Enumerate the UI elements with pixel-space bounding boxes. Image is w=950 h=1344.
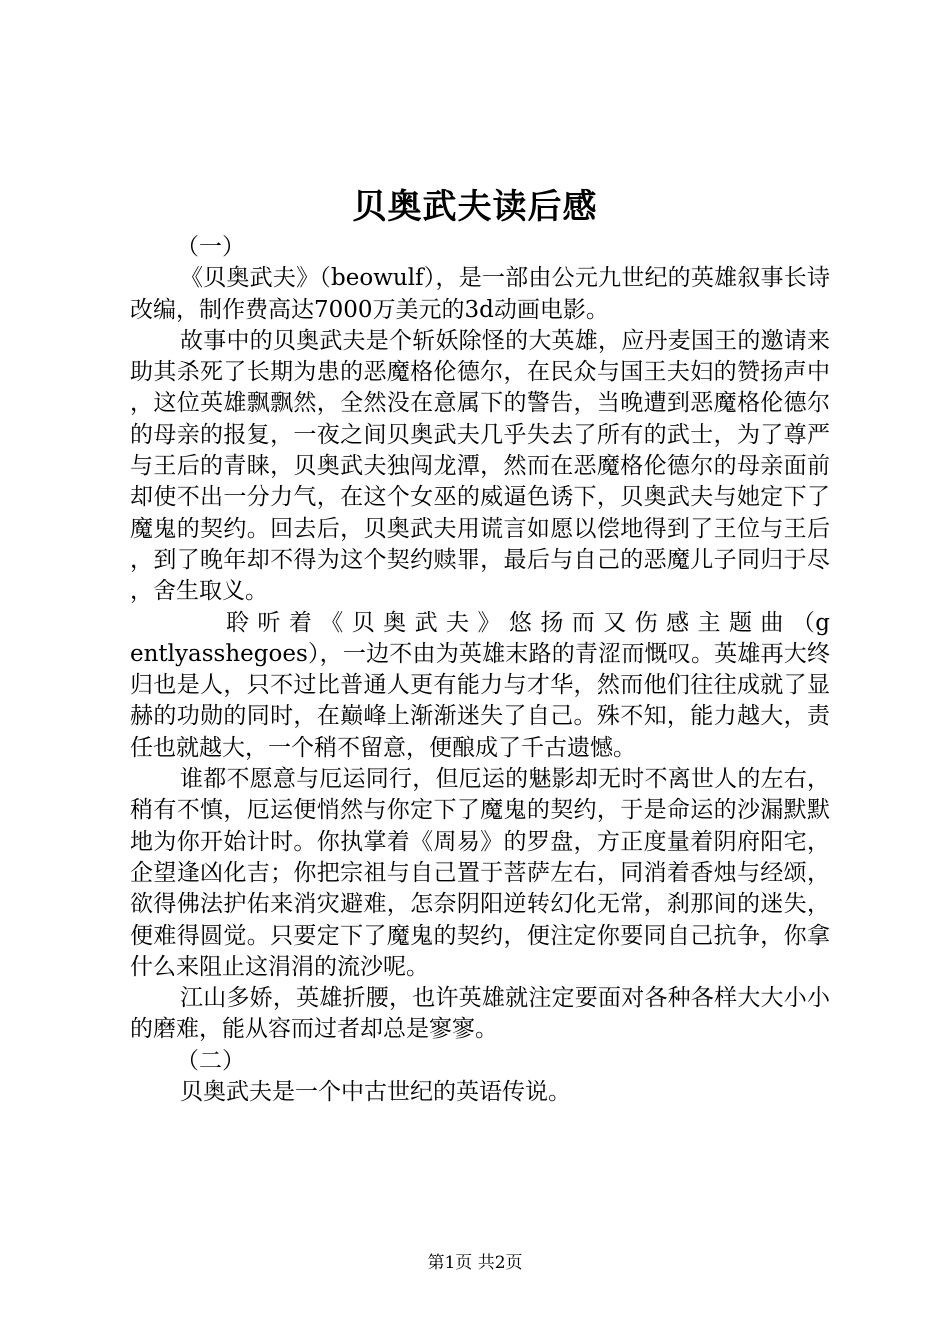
paragraph-legend: 贝奥武夫是一个中古世纪的英语传说。 bbox=[180, 1079, 571, 1106]
page-title: 贝奥武夫读后感 bbox=[352, 187, 598, 227]
paragraph-heroes: 江山多娇，英雄折腰，也许英雄就注定要面对各种各样大大小小的磨难，能从容而过者却总是寥寥。 bbox=[130, 985, 830, 1043]
document-body bbox=[130, 232, 830, 1108]
paragraph-theme-song-lead: 聆听着《贝奥武夫》悠扬而又伤感主题曲 bbox=[226, 609, 792, 636]
paragraph-theme-song-rest: （gentlyasshegoes），一边不由为英雄末路的青涩而慨叹。英雄再大终归也是人，只不过比普通人更有能力与才华，然而他们往往成就了显赫的功勋的同时，在巅峰上渐渐迷失了自己。殊不知，能力越大，责任也就越大，一个稍不留意，便酿成了千古遗憾。 bbox=[130, 609, 831, 761]
paragraph-story: 故事中的贝奥武夫是个斩妖除怪的大英雄，应丹麦国王的邀请来助其杀死了长期为患的恶魔格伦德尔，在民众与国王夫妇的赞扬声中，这位英雄飘飘然，全然没在意属下的警告，当晚遭到恶魔格伦德尔的母亲的报复，一夜之间贝奥武夫几乎失去了所有的武士，为了尊严与王后的青睐，贝奥武夫独闯龙潭，然而在恶魔格伦德尔的母亲面前却使不出一分力气，在这个女巫的威逼色诱下，贝奥武夫与她定下了魔鬼的契约。回去后，贝奥武夫用谎言如愿以偿地得到了王位与王后，到了晚年却不得为这个契约赎罪，最后与自己的恶魔儿子同归于尽，舍生取义。 bbox=[130, 327, 830, 605]
paragraph-intro: 《贝奥武夫》（beowulf），是一部由公元九世纪的英雄叙事长诗改编，制作费高达7000万美元的3d动画电影。 bbox=[130, 265, 830, 323]
section-label-two: （二） bbox=[176, 1047, 245, 1074]
paragraph-fate: 谁都不愿意与厄运同行，但厄运的魅影却无时不离世人的左右，稍有不慎，厄运便悄然与你定下了魔鬼的契约，于是命运的沙漏默默地为你开始计时。你执掌着《周易》的罗盘，方正度量着阴府阳宅，企望逢凶化吉；你把宗祖与自己置于菩萨左右，同消着香烛与经颂，欲得佛法护佑来消灾避难，怎奈阴阳逆转幻化无常，刹那间的迷失，便难得圆觉。只要定下了魔鬼的契约，便注定你要同自己抗争，你拿什么来阻止这涓涓的流沙呢。 bbox=[130, 766, 830, 980]
paragraph-theme-song bbox=[130, 608, 830, 764]
section-label-one: （一） bbox=[176, 234, 245, 260]
page-footer: 第1页 共2页 bbox=[427, 1253, 523, 1273]
